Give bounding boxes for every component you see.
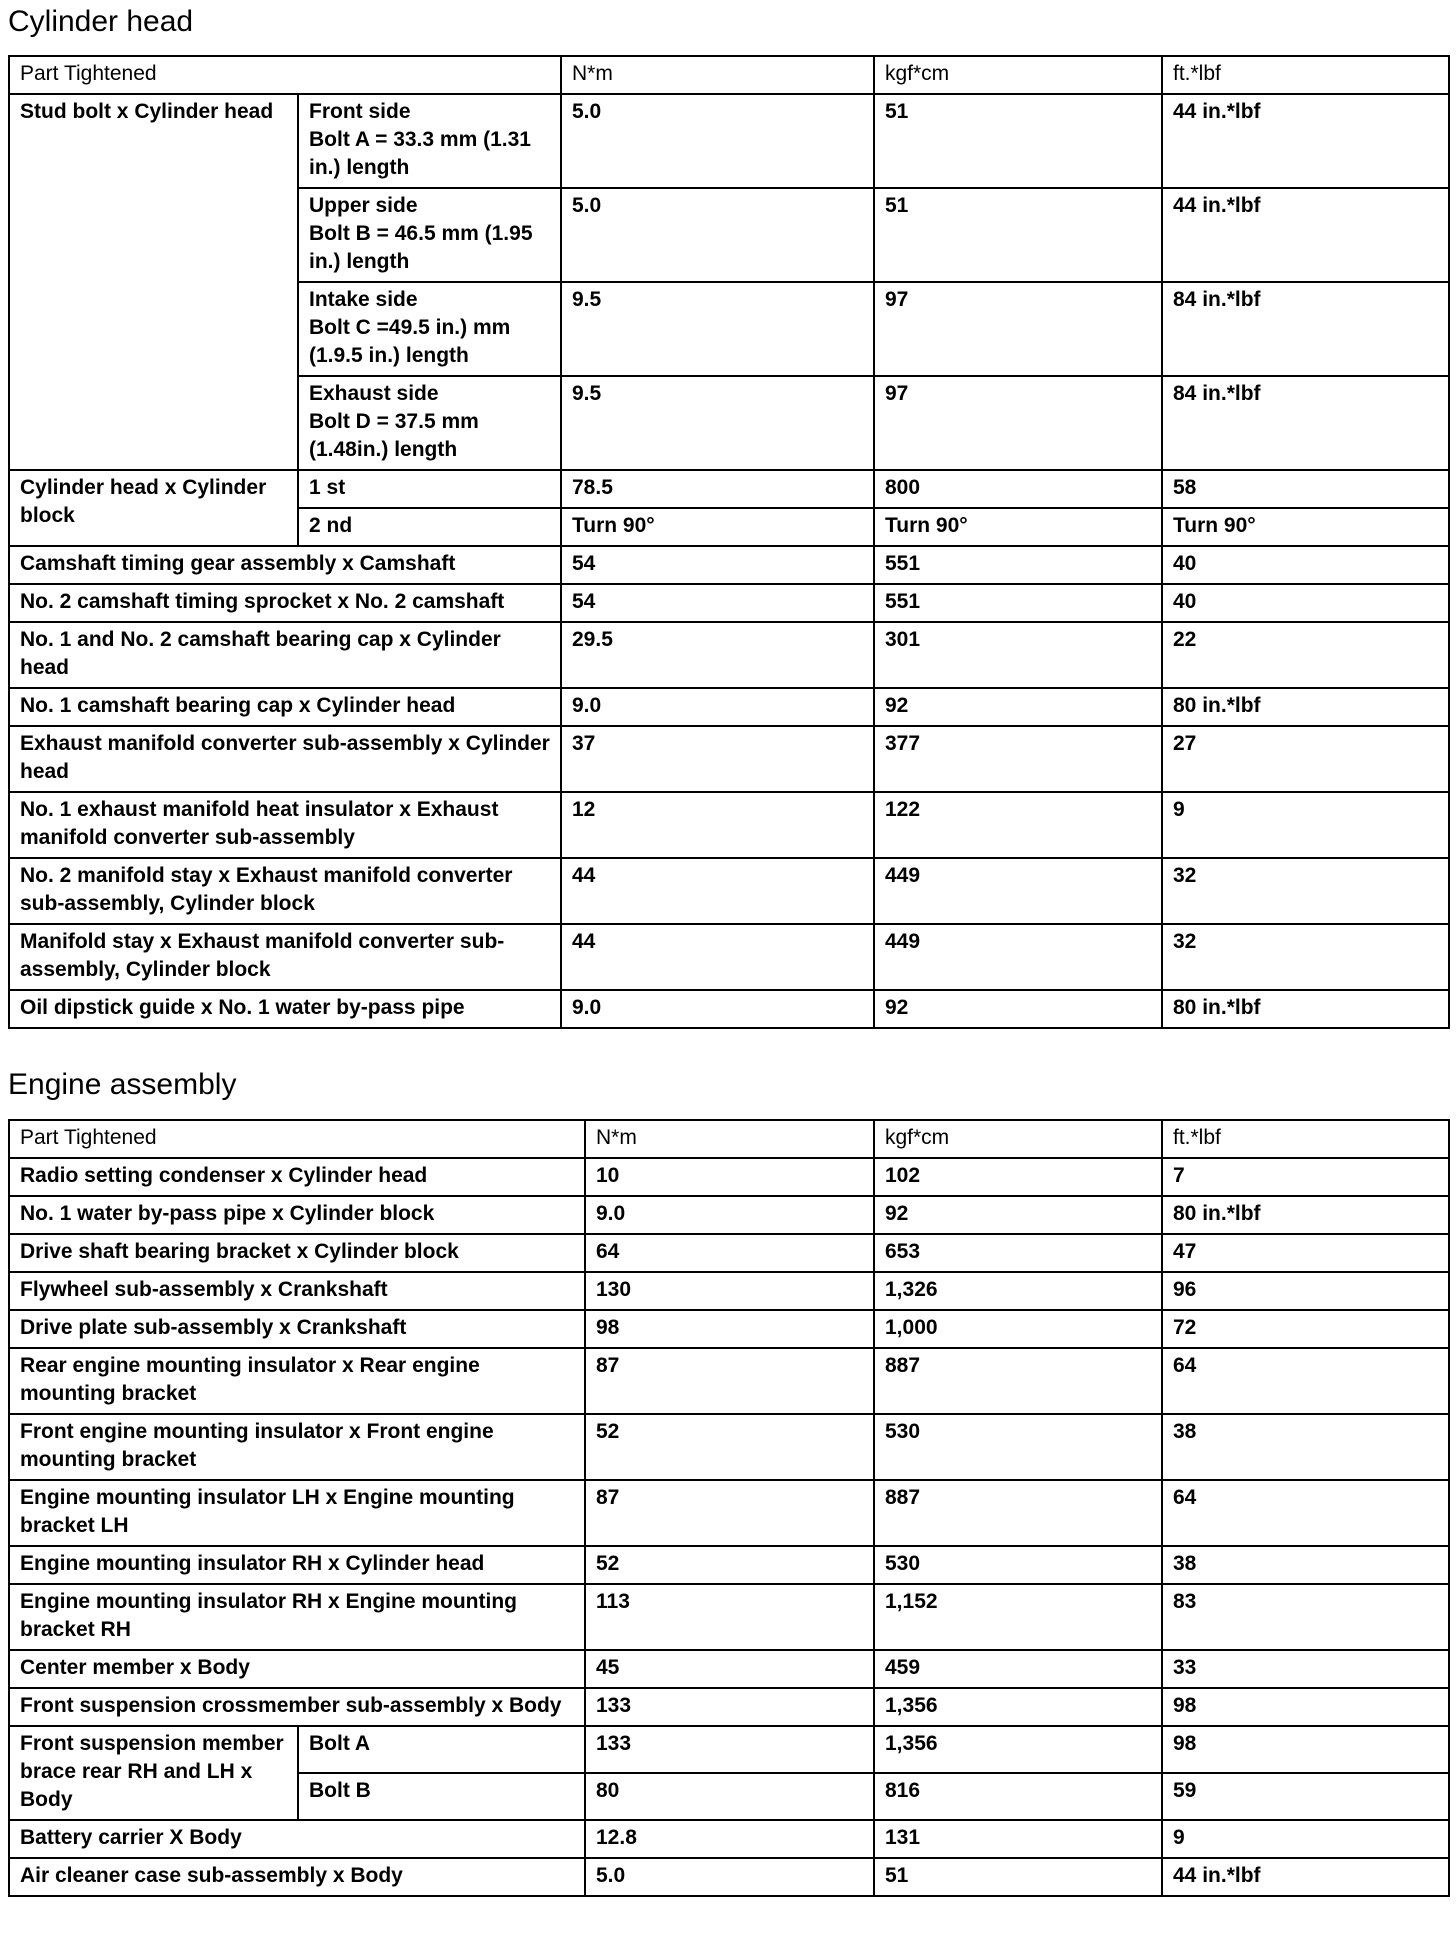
nm-cell: 80 <box>585 1773 874 1820</box>
kgf-cell: 1,356 <box>874 1688 1162 1726</box>
ft-cell: 40 <box>1162 546 1449 584</box>
ft-cell: 84 in.*lbf <box>1162 376 1449 470</box>
header-ft-lbf: ft.*lbf <box>1162 1120 1449 1158</box>
cylinder-head-torque-table <box>8 55 1450 1029</box>
kgf-cell: 800 <box>874 470 1162 508</box>
header-nm: N*m <box>585 1120 874 1158</box>
kgf-cell: 1,326 <box>874 1272 1162 1310</box>
ft-cell: 98 <box>1162 1688 1449 1726</box>
table-row <box>9 1272 1449 1310</box>
nm-cell: Turn 90° <box>561 508 874 546</box>
ft-cell: 64 <box>1162 1348 1449 1414</box>
ft-cell: 80 in.*lbf <box>1162 990 1449 1028</box>
ft-cell: 9 <box>1162 792 1449 858</box>
ft-cell: 32 <box>1162 858 1449 924</box>
kgf-cell: 1,356 <box>874 1726 1162 1773</box>
table-row <box>9 990 1449 1028</box>
ft-cell: 72 <box>1162 1310 1449 1348</box>
nm-cell: 64 <box>585 1234 874 1272</box>
kgf-cell: 51 <box>874 1858 1162 1896</box>
part-cell: Center member x Body <box>9 1650 585 1688</box>
part-cell: Air cleaner case sub-assembly x Body <box>9 1858 585 1896</box>
nm-cell: 78.5 <box>561 470 874 508</box>
ft-cell: 38 <box>1162 1546 1449 1584</box>
table-row <box>9 1414 1449 1480</box>
header-nm: N*m <box>561 56 874 94</box>
part-cell: No. 2 camshaft timing sprocket x No. 2 camshaft <box>9 584 561 622</box>
part-cell: Camshaft timing gear assembly x Camshaft <box>9 546 561 584</box>
ft-cell: 58 <box>1162 470 1449 508</box>
table-row <box>9 924 1449 990</box>
header-kgf-cm: kgf*cm <box>874 1120 1162 1158</box>
part-cell: Engine mounting insulator RH x Engine mounting bracket RH <box>9 1584 585 1650</box>
ft-cell: 44 in.*lbf <box>1162 94 1449 188</box>
kgf-cell: 551 <box>874 584 1162 622</box>
ft-cell: Turn 90° <box>1162 508 1449 546</box>
nm-cell: 37 <box>561 726 874 792</box>
ft-cell: 22 <box>1162 622 1449 688</box>
kgf-cell: Turn 90° <box>874 508 1162 546</box>
kgf-cell: 1,000 <box>874 1310 1162 1348</box>
part-cell: Flywheel sub-assembly x Crankshaft <box>9 1272 585 1310</box>
ft-cell: 47 <box>1162 1234 1449 1272</box>
ft-cell: 7 <box>1162 1158 1449 1196</box>
nm-cell: 133 <box>585 1688 874 1726</box>
table-row <box>9 94 1449 188</box>
sub-part-cell: 1 st <box>298 470 561 508</box>
table-row <box>9 1234 1449 1272</box>
ft-cell: 32 <box>1162 924 1449 990</box>
header-part-tightened: Part Tightened <box>9 56 561 94</box>
table-row <box>9 1546 1449 1584</box>
kgf-cell: 377 <box>874 726 1162 792</box>
table-row <box>9 858 1449 924</box>
part-cell: Manifold stay x Exhaust manifold converter sub-assembly, Cylinder block <box>9 924 561 990</box>
nm-cell: 130 <box>585 1272 874 1310</box>
kgf-cell: 51 <box>874 188 1162 282</box>
header-ft-lbf: ft.*lbf <box>1162 56 1449 94</box>
nm-cell: 113 <box>585 1584 874 1650</box>
table-row <box>9 792 1449 858</box>
kgf-cell: 102 <box>874 1158 1162 1196</box>
kgf-cell: 530 <box>874 1546 1162 1584</box>
header-part-tightened: Part Tightened <box>9 1120 585 1158</box>
table-header-row <box>9 1120 1449 1158</box>
nm-cell: 9.0 <box>561 688 874 726</box>
nm-cell: 52 <box>585 1414 874 1480</box>
kgf-cell: 887 <box>874 1348 1162 1414</box>
table-row <box>9 1650 1449 1688</box>
table-row <box>9 726 1449 792</box>
kgf-cell: 97 <box>874 282 1162 376</box>
nm-cell: 10 <box>585 1158 874 1196</box>
table-row <box>9 688 1449 726</box>
part-cell: Front engine mounting insulator x Front engine mounting bracket <box>9 1414 585 1480</box>
header-kgf-cm: kgf*cm <box>874 56 1162 94</box>
ft-cell: 96 <box>1162 1272 1449 1310</box>
sub-part-cell: Intake side Bolt C =49.5 in.) mm (1.9.5 in.) length <box>298 282 561 376</box>
nm-cell: 9.5 <box>561 376 874 470</box>
part-cell: Front suspension crossmember sub-assembly x Body <box>9 1688 585 1726</box>
table-row <box>9 1858 1449 1896</box>
kgf-cell: 449 <box>874 858 1162 924</box>
table-header-row <box>9 56 1449 94</box>
ft-cell: 27 <box>1162 726 1449 792</box>
kgf-cell: 92 <box>874 688 1162 726</box>
table-row <box>9 1196 1449 1234</box>
ft-cell: 64 <box>1162 1480 1449 1546</box>
kgf-cell: 653 <box>874 1234 1162 1272</box>
ft-cell: 80 in.*lbf <box>1162 1196 1449 1234</box>
kgf-cell: 1,152 <box>874 1584 1162 1650</box>
nm-cell: 44 <box>561 924 874 990</box>
kgf-cell: 131 <box>874 1820 1162 1858</box>
part-cell: Rear engine mounting insulator x Rear engine mounting bracket <box>9 1348 585 1414</box>
sub-part-cell: 2 nd <box>298 508 561 546</box>
part-cell: Drive shaft bearing bracket x Cylinder block <box>9 1234 585 1272</box>
nm-cell: 9.0 <box>585 1196 874 1234</box>
kgf-cell: 97 <box>874 376 1162 470</box>
kgf-cell: 92 <box>874 990 1162 1028</box>
ft-cell: 9 <box>1162 1820 1449 1858</box>
table-row <box>9 1480 1449 1546</box>
part-cell: No. 2 manifold stay x Exhaust manifold converter sub-assembly, Cylinder block <box>9 858 561 924</box>
part-cell: No. 1 camshaft bearing cap x Cylinder head <box>9 688 561 726</box>
kgf-cell: 887 <box>874 1480 1162 1546</box>
kgf-cell: 449 <box>874 924 1162 990</box>
ft-cell: 98 <box>1162 1726 1449 1773</box>
sub-part-cell: Bolt A <box>298 1726 585 1773</box>
sub-part-cell: Upper side Bolt B = 46.5 mm (1.95 in.) length <box>298 188 561 282</box>
nm-cell: 5.0 <box>561 188 874 282</box>
table-row <box>9 1726 1449 1773</box>
kgf-cell: 816 <box>874 1773 1162 1820</box>
part-cell: Stud bolt x Cylinder head <box>9 94 298 470</box>
part-cell: Engine mounting insulator LH x Engine mounting bracket LH <box>9 1480 585 1546</box>
nm-cell: 87 <box>585 1480 874 1546</box>
sub-part-cell: Bolt B <box>298 1773 585 1820</box>
ft-cell: 33 <box>1162 1650 1449 1688</box>
ft-cell: 44 in.*lbf <box>1162 1858 1449 1896</box>
nm-cell: 5.0 <box>561 94 874 188</box>
ft-cell: 44 in.*lbf <box>1162 188 1449 282</box>
ft-cell: 38 <box>1162 1414 1449 1480</box>
nm-cell: 12.8 <box>585 1820 874 1858</box>
part-cell: Exhaust manifold converter sub-assembly x Cylinder head <box>9 726 561 792</box>
table-row <box>9 622 1449 688</box>
nm-cell: 29.5 <box>561 622 874 688</box>
section-title-engine-assembly: Engine assembly <box>8 1068 237 1101</box>
kgf-cell: 92 <box>874 1196 1162 1234</box>
sub-part-cell <box>298 94 561 188</box>
ft-cell: 83 <box>1162 1584 1449 1650</box>
table-row <box>9 1688 1449 1726</box>
part-cell: Battery carrier X Body <box>9 1820 585 1858</box>
table-row <box>9 470 1449 508</box>
kgf-cell: 530 <box>874 1414 1162 1480</box>
nm-cell: 54 <box>561 584 874 622</box>
part-cell: Cylinder head x Cylinder block <box>9 470 298 546</box>
table-row <box>9 1310 1449 1348</box>
part-cell: No. 1 exhaust manifold heat insulator x Exhaust manifold converter sub-assembly <box>9 792 561 858</box>
kgf-cell: 51 <box>874 94 1162 188</box>
sub-part-side-label: Front side Bolt A = 33.3 mm (1.31 in.) length <box>309 100 531 179</box>
engine-assembly-torque-table <box>8 1119 1450 1897</box>
ft-cell: 80 in.*lbf <box>1162 688 1449 726</box>
nm-cell: 12 <box>561 792 874 858</box>
part-cell: Drive plate sub-assembly x Crankshaft <box>9 1310 585 1348</box>
nm-cell: 44 <box>561 858 874 924</box>
kgf-cell: 459 <box>874 1650 1162 1688</box>
nm-cell: 9.0 <box>561 990 874 1028</box>
table-row <box>9 546 1449 584</box>
ft-cell: 59 <box>1162 1773 1449 1820</box>
sub-part-cell: Exhaust side Bolt D = 37.5 mm (1.48in.) length <box>298 376 561 470</box>
table-row <box>9 1820 1449 1858</box>
part-cell: Radio setting condenser x Cylinder head <box>9 1158 585 1196</box>
kgf-cell: 122 <box>874 792 1162 858</box>
nm-cell: 5.0 <box>585 1858 874 1896</box>
table-row <box>9 1158 1449 1196</box>
part-cell: Front suspension member brace rear RH and LH x Body <box>9 1726 298 1820</box>
part-cell: No. 1 and No. 2 camshaft bearing cap x Cylinder head <box>9 622 561 688</box>
part-cell: Engine mounting insulator RH x Cylinder head <box>9 1546 585 1584</box>
nm-cell: 98 <box>585 1310 874 1348</box>
nm-cell: 87 <box>585 1348 874 1414</box>
table-row <box>9 584 1449 622</box>
table-row <box>9 1348 1449 1414</box>
table-row <box>9 1584 1449 1650</box>
section-title-cylinder-head: Cylinder head <box>8 5 194 38</box>
nm-cell: 9.5 <box>561 282 874 376</box>
kgf-cell: 551 <box>874 546 1162 584</box>
kgf-cell: 301 <box>874 622 1162 688</box>
nm-cell: 54 <box>561 546 874 584</box>
ft-cell: 40 <box>1162 584 1449 622</box>
part-cell: Oil dipstick guide x No. 1 water by-pass pipe <box>9 990 561 1028</box>
nm-cell: 133 <box>585 1726 874 1773</box>
nm-cell: 45 <box>585 1650 874 1688</box>
part-cell: No. 1 water by-pass pipe x Cylinder block <box>9 1196 585 1234</box>
ft-cell: 84 in.*lbf <box>1162 282 1449 376</box>
nm-cell: 52 <box>585 1546 874 1584</box>
